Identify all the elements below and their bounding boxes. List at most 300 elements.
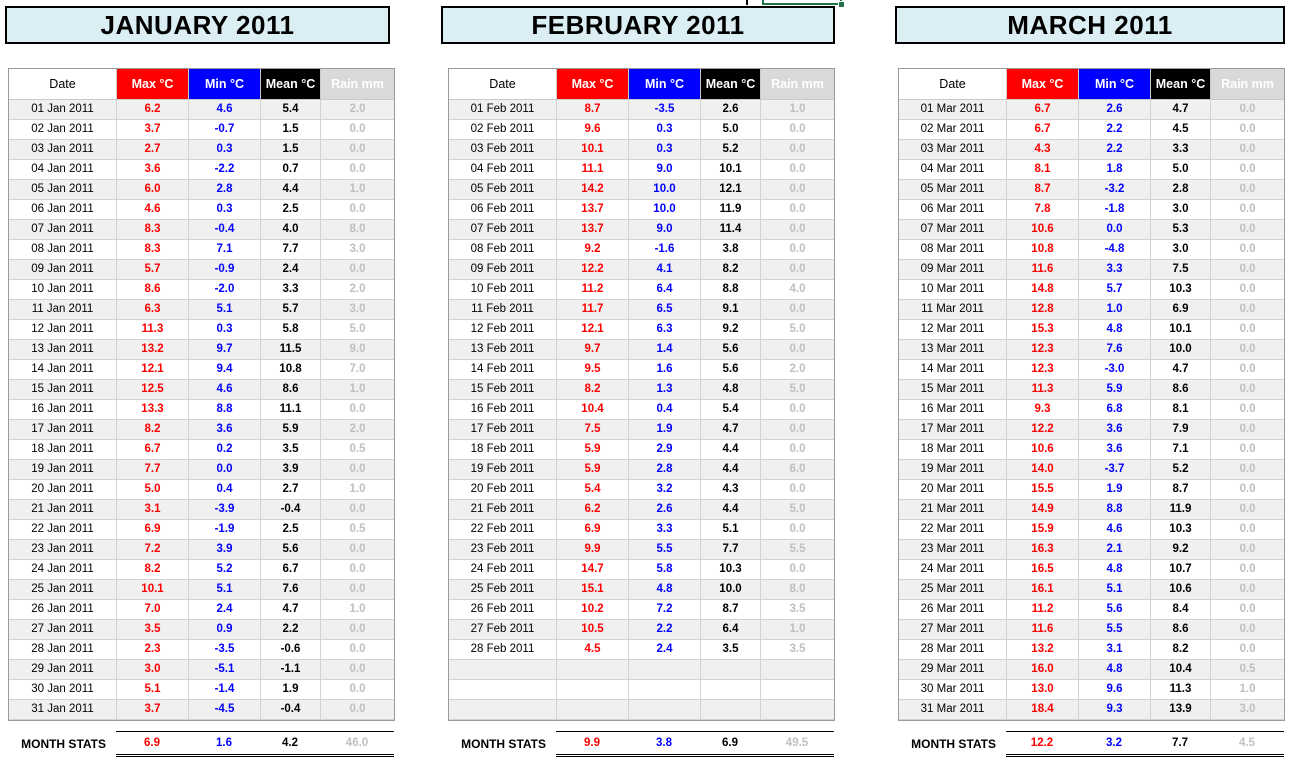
min-cell[interactable]: 3.2	[629, 480, 701, 500]
mean-cell[interactable]: -0.4	[261, 500, 321, 520]
min-cell[interactable]: 5.5	[629, 540, 701, 560]
mean-cell[interactable]: 0.7	[261, 160, 321, 180]
mean-cell[interactable]: 6.9	[1151, 300, 1211, 320]
mean-cell[interactable]: 10.3	[1151, 520, 1211, 540]
mean-cell[interactable]: 2.6	[701, 100, 761, 120]
rain-cell[interactable]: 5.0	[761, 380, 834, 400]
max-cell[interactable]: 11.2	[557, 280, 629, 300]
max-cell[interactable]: 13.2	[117, 340, 189, 360]
max-cell[interactable]: 8.2	[557, 380, 629, 400]
date-cell[interactable]: 08 Mar 2011	[899, 240, 1007, 260]
date-cell[interactable]: 12 Feb 2011	[449, 320, 557, 340]
mean-cell[interactable]: 3.3	[1151, 140, 1211, 160]
mean-cell[interactable]: 5.6	[701, 340, 761, 360]
stats-max-value[interactable]: 9.9	[584, 737, 600, 749]
rain-cell[interactable]: 0.0	[321, 580, 394, 600]
date-cell[interactable]: 23 Feb 2011	[449, 540, 557, 560]
date-cell[interactable]: 14 Jan 2011	[9, 360, 117, 380]
rain-cell[interactable]: 0.0	[1211, 260, 1284, 280]
date-cell[interactable]: 27 Feb 2011	[449, 620, 557, 640]
min-cell[interactable]: 4.8	[1079, 560, 1151, 580]
mean-cell[interactable]: 8.6	[261, 380, 321, 400]
min-cell[interactable]: -3.5	[189, 640, 261, 660]
rain-cell[interactable]: 0.0	[761, 260, 834, 280]
rain-cell[interactable]: 0.0	[321, 120, 394, 140]
date-cell[interactable]: 04 Feb 2011	[449, 160, 557, 180]
date-cell[interactable]: 12 Jan 2011	[9, 320, 117, 340]
max-cell[interactable]: 9.3	[1007, 400, 1079, 420]
rain-cell[interactable]: 0.0	[1211, 480, 1284, 500]
column-header-rain[interactable]: Rain mm	[321, 69, 394, 100]
max-cell[interactable]: 3.5	[117, 620, 189, 640]
mean-cell[interactable]: 10.1	[1151, 320, 1211, 340]
mean-cell[interactable]: 10.3	[701, 560, 761, 580]
max-cell[interactable]: 3.7	[117, 120, 189, 140]
date-cell[interactable]: 06 Mar 2011	[899, 200, 1007, 220]
min-cell[interactable]: 6.5	[629, 300, 701, 320]
min-cell[interactable]: -3.5	[629, 100, 701, 120]
max-cell[interactable]: 8.2	[117, 420, 189, 440]
max-cell[interactable]: 10.5	[557, 620, 629, 640]
rain-cell[interactable]: 0.0	[761, 140, 834, 160]
date-cell[interactable]: 11 Feb 2011	[449, 300, 557, 320]
mean-cell[interactable]: 5.6	[701, 360, 761, 380]
rain-cell[interactable]: 0.0	[321, 660, 394, 680]
date-cell[interactable]: 04 Jan 2011	[9, 160, 117, 180]
rain-cell[interactable]: 5.0	[321, 320, 394, 340]
max-cell[interactable]: 6.9	[117, 520, 189, 540]
rain-cell[interactable]	[761, 660, 834, 680]
stats-rain-value[interactable]: 49.5	[785, 737, 809, 749]
mean-cell[interactable]: 4.7	[1151, 100, 1211, 120]
stats-min-value[interactable]: 3.8	[656, 737, 672, 749]
max-cell[interactable]: 7.0	[117, 600, 189, 620]
rain-cell[interactable]: 0.0	[1211, 500, 1284, 520]
mean-cell[interactable]: 5.0	[1151, 160, 1211, 180]
rain-cell[interactable]: 3.0	[321, 300, 394, 320]
min-cell[interactable]: 2.2	[629, 620, 701, 640]
mean-cell[interactable]: 4.7	[1151, 360, 1211, 380]
stats-max-value[interactable]: 12.2	[1030, 737, 1054, 749]
max-cell[interactable]: 4.3	[1007, 140, 1079, 160]
date-cell[interactable]: 21 Feb 2011	[449, 500, 557, 520]
mean-cell[interactable]: 2.8	[1151, 180, 1211, 200]
rain-cell[interactable]: 3.0	[321, 240, 394, 260]
date-cell[interactable]: 18 Jan 2011	[9, 440, 117, 460]
rain-cell[interactable]: 0.5	[321, 520, 394, 540]
min-cell[interactable]: 2.4	[629, 640, 701, 660]
column-header-date[interactable]: Date	[449, 69, 557, 100]
mean-cell[interactable]: 5.6	[261, 540, 321, 560]
max-cell[interactable]	[557, 680, 629, 700]
date-cell[interactable]: 21 Jan 2011	[9, 500, 117, 520]
rain-cell[interactable]: 0.0	[761, 220, 834, 240]
mean-cell[interactable]: -1.1	[261, 660, 321, 680]
mean-cell[interactable]: 5.4	[261, 100, 321, 120]
max-cell[interactable]: 10.6	[1007, 220, 1079, 240]
min-cell[interactable]: -0.7	[189, 120, 261, 140]
rain-cell[interactable]: 0.0	[1211, 600, 1284, 620]
rain-cell[interactable]: 0.0	[1211, 440, 1284, 460]
min-cell[interactable]: 2.8	[629, 460, 701, 480]
mean-cell[interactable]: 11.4	[701, 220, 761, 240]
mean-cell[interactable]: 8.2	[1151, 640, 1211, 660]
max-cell[interactable]: 11.7	[557, 300, 629, 320]
max-cell[interactable]: 10.6	[1007, 440, 1079, 460]
min-cell[interactable]: 4.6	[189, 100, 261, 120]
date-cell[interactable]: 02 Mar 2011	[899, 120, 1007, 140]
max-cell[interactable]: 3.1	[117, 500, 189, 520]
max-cell[interactable]: 13.7	[557, 220, 629, 240]
rain-cell[interactable]: 0.0	[1211, 180, 1284, 200]
date-cell[interactable]: 11 Jan 2011	[9, 300, 117, 320]
max-cell[interactable]: 6.2	[557, 500, 629, 520]
date-cell[interactable]	[449, 700, 557, 720]
min-cell[interactable]: -5.1	[189, 660, 261, 680]
date-cell[interactable]: 31 Mar 2011	[899, 700, 1007, 720]
max-cell[interactable]: 3.0	[117, 660, 189, 680]
mean-cell[interactable]: 8.7	[1151, 480, 1211, 500]
max-cell[interactable]: 2.3	[117, 640, 189, 660]
rain-cell[interactable]: 0.0	[761, 480, 834, 500]
max-cell[interactable]: 14.9	[1007, 500, 1079, 520]
rain-cell[interactable]	[761, 700, 834, 720]
rain-cell[interactable]: 4.0	[761, 280, 834, 300]
max-cell[interactable]: 11.3	[117, 320, 189, 340]
rain-cell[interactable]: 0.0	[1211, 620, 1284, 640]
min-cell[interactable]: 2.4	[189, 600, 261, 620]
max-cell[interactable]: 12.1	[117, 360, 189, 380]
mean-cell[interactable]: 4.4	[261, 180, 321, 200]
mean-cell[interactable]: 2.7	[261, 480, 321, 500]
max-cell[interactable]: 12.8	[1007, 300, 1079, 320]
mean-cell[interactable]: 10.3	[1151, 280, 1211, 300]
max-cell[interactable]: 12.5	[117, 380, 189, 400]
date-cell[interactable]: 22 Mar 2011	[899, 520, 1007, 540]
min-cell[interactable]: 5.2	[189, 560, 261, 580]
date-cell[interactable]: 02 Feb 2011	[449, 120, 557, 140]
max-cell[interactable]: 11.6	[1007, 260, 1079, 280]
max-cell[interactable]: 15.5	[1007, 480, 1079, 500]
mean-cell[interactable]: 11.5	[261, 340, 321, 360]
stats-rain-value[interactable]: 4.5	[1239, 737, 1255, 749]
date-cell[interactable]: 26 Jan 2011	[9, 600, 117, 620]
rain-cell[interactable]: 0.0	[761, 420, 834, 440]
rain-cell[interactable]: 0.0	[1211, 580, 1284, 600]
min-cell[interactable]: -2.2	[189, 160, 261, 180]
max-cell[interactable]: 5.1	[117, 680, 189, 700]
mean-cell[interactable]: 10.8	[261, 360, 321, 380]
min-cell[interactable]: 0.3	[629, 120, 701, 140]
min-cell[interactable]	[629, 680, 701, 700]
mean-cell[interactable]: 3.9	[261, 460, 321, 480]
rain-cell[interactable]: 5.0	[761, 500, 834, 520]
rain-cell[interactable]: 8.0	[761, 580, 834, 600]
date-cell[interactable]: 19 Feb 2011	[449, 460, 557, 480]
date-cell[interactable]: 22 Feb 2011	[449, 520, 557, 540]
min-cell[interactable]: -1.9	[189, 520, 261, 540]
rain-cell[interactable]: 0.5	[1211, 660, 1284, 680]
min-cell[interactable]: 0.9	[189, 620, 261, 640]
min-cell[interactable]: 9.4	[189, 360, 261, 380]
max-cell[interactable]: 6.3	[117, 300, 189, 320]
max-cell[interactable]: 3.6	[117, 160, 189, 180]
rain-cell[interactable]: 0.0	[321, 620, 394, 640]
mean-cell[interactable]: 4.4	[701, 440, 761, 460]
min-cell[interactable]: 9.6	[1079, 680, 1151, 700]
rain-cell[interactable]: 0.0	[761, 400, 834, 420]
rain-cell[interactable]: 0.5	[321, 440, 394, 460]
rain-cell[interactable]: 0.0	[1211, 220, 1284, 240]
max-cell[interactable]: 8.3	[117, 240, 189, 260]
min-cell[interactable]: 7.6	[1079, 340, 1151, 360]
max-cell[interactable]: 13.2	[1007, 640, 1079, 660]
mean-cell[interactable]: 8.2	[701, 260, 761, 280]
max-cell[interactable]: 6.7	[1007, 100, 1079, 120]
min-cell[interactable]: 2.6	[629, 500, 701, 520]
min-cell[interactable]: 0.3	[189, 320, 261, 340]
max-cell[interactable]: 9.9	[557, 540, 629, 560]
min-cell[interactable]: 0.0	[189, 460, 261, 480]
max-cell[interactable]: 16.0	[1007, 660, 1079, 680]
rain-cell[interactable]: 0.0	[321, 140, 394, 160]
rain-cell[interactable]: 0.0	[1211, 360, 1284, 380]
stats-mean-value[interactable]: 4.2	[282, 737, 298, 749]
stats-rain-value[interactable]: 46.0	[345, 737, 369, 749]
min-cell[interactable]: 9.3	[1079, 700, 1151, 720]
max-cell[interactable]: 2.7	[117, 140, 189, 160]
mean-cell[interactable]: 8.7	[701, 600, 761, 620]
date-cell[interactable]: 29 Mar 2011	[899, 660, 1007, 680]
date-cell[interactable]: 19 Mar 2011	[899, 460, 1007, 480]
rain-cell[interactable]: 0.0	[761, 200, 834, 220]
min-cell[interactable]	[629, 660, 701, 680]
rain-cell[interactable]: 0.0	[321, 200, 394, 220]
rain-cell[interactable]: 7.0	[321, 360, 394, 380]
max-cell[interactable]: 7.5	[557, 420, 629, 440]
min-cell[interactable]: 4.8	[1079, 660, 1151, 680]
mean-cell[interactable]	[701, 700, 761, 720]
column-header-mean[interactable]: Mean °C	[1151, 69, 1211, 100]
date-cell[interactable]: 25 Mar 2011	[899, 580, 1007, 600]
max-cell[interactable]: 6.2	[117, 100, 189, 120]
min-cell[interactable]: 0.3	[189, 200, 261, 220]
max-cell[interactable]: 8.2	[117, 560, 189, 580]
date-cell[interactable]: 01 Jan 2011	[9, 100, 117, 120]
min-cell[interactable]: 5.1	[189, 580, 261, 600]
mean-cell[interactable]: 5.8	[261, 320, 321, 340]
min-cell[interactable]: 3.6	[1079, 440, 1151, 460]
mean-cell[interactable]: 8.8	[701, 280, 761, 300]
mean-cell[interactable]: 9.2	[1151, 540, 1211, 560]
rain-cell[interactable]: 0.0	[761, 440, 834, 460]
column-header-mean[interactable]: Mean °C	[701, 69, 761, 100]
mean-cell[interactable]: 10.7	[1151, 560, 1211, 580]
min-cell[interactable]: 9.0	[629, 220, 701, 240]
rain-cell[interactable]: 5.5	[761, 540, 834, 560]
mean-cell[interactable]: 5.4	[701, 400, 761, 420]
column-header-mean[interactable]: Mean °C	[261, 69, 321, 100]
date-cell[interactable]: 27 Jan 2011	[9, 620, 117, 640]
min-cell[interactable]: 0.3	[189, 140, 261, 160]
date-cell[interactable]: 26 Feb 2011	[449, 600, 557, 620]
min-cell[interactable]: 0.2	[189, 440, 261, 460]
date-cell[interactable]: 20 Feb 2011	[449, 480, 557, 500]
min-cell[interactable]: -3.7	[1079, 460, 1151, 480]
date-cell[interactable]: 13 Mar 2011	[899, 340, 1007, 360]
rain-cell[interactable]: 0.0	[1211, 340, 1284, 360]
min-cell[interactable]: 1.8	[1079, 160, 1151, 180]
date-cell[interactable]: 07 Feb 2011	[449, 220, 557, 240]
rain-cell[interactable]: 0.0	[761, 240, 834, 260]
date-cell[interactable]: 06 Jan 2011	[9, 200, 117, 220]
date-cell[interactable]: 25 Jan 2011	[9, 580, 117, 600]
mean-cell[interactable]: 6.4	[701, 620, 761, 640]
stats-mean-value[interactable]: 6.9	[722, 737, 738, 749]
max-cell[interactable]: 15.1	[557, 580, 629, 600]
min-cell[interactable]: 8.8	[189, 400, 261, 420]
min-cell[interactable]: 8.8	[1079, 500, 1151, 520]
min-cell[interactable]: -0.9	[189, 260, 261, 280]
max-cell[interactable]: 12.3	[1007, 360, 1079, 380]
mean-cell[interactable]	[701, 680, 761, 700]
rain-cell[interactable]: 0.0	[321, 260, 394, 280]
mean-cell[interactable]: 5.9	[261, 420, 321, 440]
max-cell[interactable]: 6.7	[117, 440, 189, 460]
min-cell[interactable]: 4.6	[1079, 520, 1151, 540]
min-cell[interactable]: 6.8	[1079, 400, 1151, 420]
mean-cell[interactable]: 7.7	[701, 540, 761, 560]
date-cell[interactable]: 24 Mar 2011	[899, 560, 1007, 580]
min-cell[interactable]: 6.4	[629, 280, 701, 300]
mean-cell[interactable]: 10.0	[701, 580, 761, 600]
max-cell[interactable]	[557, 660, 629, 680]
column-header-rain[interactable]: Rain mm	[761, 69, 834, 100]
min-cell[interactable]: 3.3	[629, 520, 701, 540]
mean-cell[interactable]: 2.5	[261, 520, 321, 540]
rain-cell[interactable]: 0.0	[321, 400, 394, 420]
date-cell[interactable]: 09 Mar 2011	[899, 260, 1007, 280]
rain-cell[interactable]	[761, 680, 834, 700]
mean-cell[interactable]: 5.2	[701, 140, 761, 160]
column-header-max[interactable]: Max °C	[557, 69, 629, 100]
min-cell[interactable]: 7.1	[189, 240, 261, 260]
mean-cell[interactable]: 11.9	[701, 200, 761, 220]
min-cell[interactable]: 10.0	[629, 180, 701, 200]
date-cell[interactable]: 12 Mar 2011	[899, 320, 1007, 340]
mean-cell[interactable]: 4.7	[261, 600, 321, 620]
mean-cell[interactable]	[701, 660, 761, 680]
date-cell[interactable]: 24 Jan 2011	[9, 560, 117, 580]
mean-cell[interactable]: 2.4	[261, 260, 321, 280]
date-cell[interactable]: 20 Mar 2011	[899, 480, 1007, 500]
column-header-date[interactable]: Date	[899, 69, 1007, 100]
min-cell[interactable]: 0.0	[1079, 220, 1151, 240]
mean-cell[interactable]: 7.5	[1151, 260, 1211, 280]
date-cell[interactable]: 16 Mar 2011	[899, 400, 1007, 420]
rain-cell[interactable]: 0.0	[761, 340, 834, 360]
date-cell[interactable]: 04 Mar 2011	[899, 160, 1007, 180]
date-cell[interactable]: 20 Jan 2011	[9, 480, 117, 500]
rain-cell[interactable]: 1.0	[761, 620, 834, 640]
date-cell[interactable]: 05 Jan 2011	[9, 180, 117, 200]
max-cell[interactable]: 5.9	[557, 460, 629, 480]
date-cell[interactable]: 17 Feb 2011	[449, 420, 557, 440]
min-cell[interactable]: 4.1	[629, 260, 701, 280]
min-cell[interactable]: 1.9	[629, 420, 701, 440]
mean-cell[interactable]: 10.4	[1151, 660, 1211, 680]
max-cell[interactable]: 12.1	[557, 320, 629, 340]
rain-cell[interactable]: 5.0	[761, 320, 834, 340]
min-cell[interactable]: 10.0	[629, 200, 701, 220]
date-cell[interactable]: 09 Jan 2011	[9, 260, 117, 280]
min-cell[interactable]: 0.4	[629, 400, 701, 420]
date-cell[interactable]: 18 Feb 2011	[449, 440, 557, 460]
min-cell[interactable]: 7.2	[629, 600, 701, 620]
date-cell[interactable]: 13 Feb 2011	[449, 340, 557, 360]
date-cell[interactable]: 15 Jan 2011	[9, 380, 117, 400]
date-cell[interactable]: 05 Feb 2011	[449, 180, 557, 200]
mean-cell[interactable]: 2.2	[261, 620, 321, 640]
max-cell[interactable]: 9.5	[557, 360, 629, 380]
rain-cell[interactable]: 3.0	[1211, 700, 1284, 720]
mean-cell[interactable]: 3.3	[261, 280, 321, 300]
min-cell[interactable]: 1.9	[1079, 480, 1151, 500]
mean-cell[interactable]: 9.2	[701, 320, 761, 340]
min-cell[interactable]: 3.3	[1079, 260, 1151, 280]
date-cell[interactable]: 16 Feb 2011	[449, 400, 557, 420]
rain-cell[interactable]: 0.0	[1211, 640, 1284, 660]
max-cell[interactable]: 11.3	[1007, 380, 1079, 400]
mean-cell[interactable]: 4.8	[701, 380, 761, 400]
mean-cell[interactable]: 13.9	[1151, 700, 1211, 720]
stats-min-value[interactable]: 1.6	[216, 737, 232, 749]
rain-cell[interactable]: 1.0	[321, 380, 394, 400]
date-cell[interactable]: 24 Feb 2011	[449, 560, 557, 580]
max-cell[interactable]	[557, 700, 629, 720]
max-cell[interactable]: 12.3	[1007, 340, 1079, 360]
rain-cell[interactable]: 0.0	[321, 500, 394, 520]
date-cell[interactable]: 14 Mar 2011	[899, 360, 1007, 380]
rain-cell[interactable]: 2.0	[321, 100, 394, 120]
mean-cell[interactable]: 8.6	[1151, 620, 1211, 640]
date-cell[interactable]: 28 Mar 2011	[899, 640, 1007, 660]
date-cell[interactable]: 07 Mar 2011	[899, 220, 1007, 240]
month-stats-label[interactable]: MONTH STATS	[21, 737, 106, 751]
min-cell[interactable]: 5.8	[629, 560, 701, 580]
min-cell[interactable]: -1.6	[629, 240, 701, 260]
date-cell[interactable]: 28 Jan 2011	[9, 640, 117, 660]
date-cell[interactable]: 19 Jan 2011	[9, 460, 117, 480]
max-cell[interactable]: 15.3	[1007, 320, 1079, 340]
rain-cell[interactable]: 3.5	[761, 600, 834, 620]
mean-cell[interactable]: 3.0	[1151, 200, 1211, 220]
rain-cell[interactable]: 0.0	[1211, 300, 1284, 320]
min-cell[interactable]: 4.8	[1079, 320, 1151, 340]
date-cell[interactable]: 08 Jan 2011	[9, 240, 117, 260]
rain-cell[interactable]: 0.0	[1211, 320, 1284, 340]
mean-cell[interactable]: 5.3	[1151, 220, 1211, 240]
min-cell[interactable]: -3.9	[189, 500, 261, 520]
min-cell[interactable]: 2.2	[1079, 140, 1151, 160]
rain-cell[interactable]: 0.0	[1211, 520, 1284, 540]
date-cell[interactable]: 03 Feb 2011	[449, 140, 557, 160]
min-cell[interactable]: 0.4	[189, 480, 261, 500]
rain-cell[interactable]: 0.0	[1211, 240, 1284, 260]
rain-cell[interactable]: 0.0	[1211, 140, 1284, 160]
rain-cell[interactable]: 0.0	[761, 180, 834, 200]
mean-cell[interactable]: 1.5	[261, 120, 321, 140]
